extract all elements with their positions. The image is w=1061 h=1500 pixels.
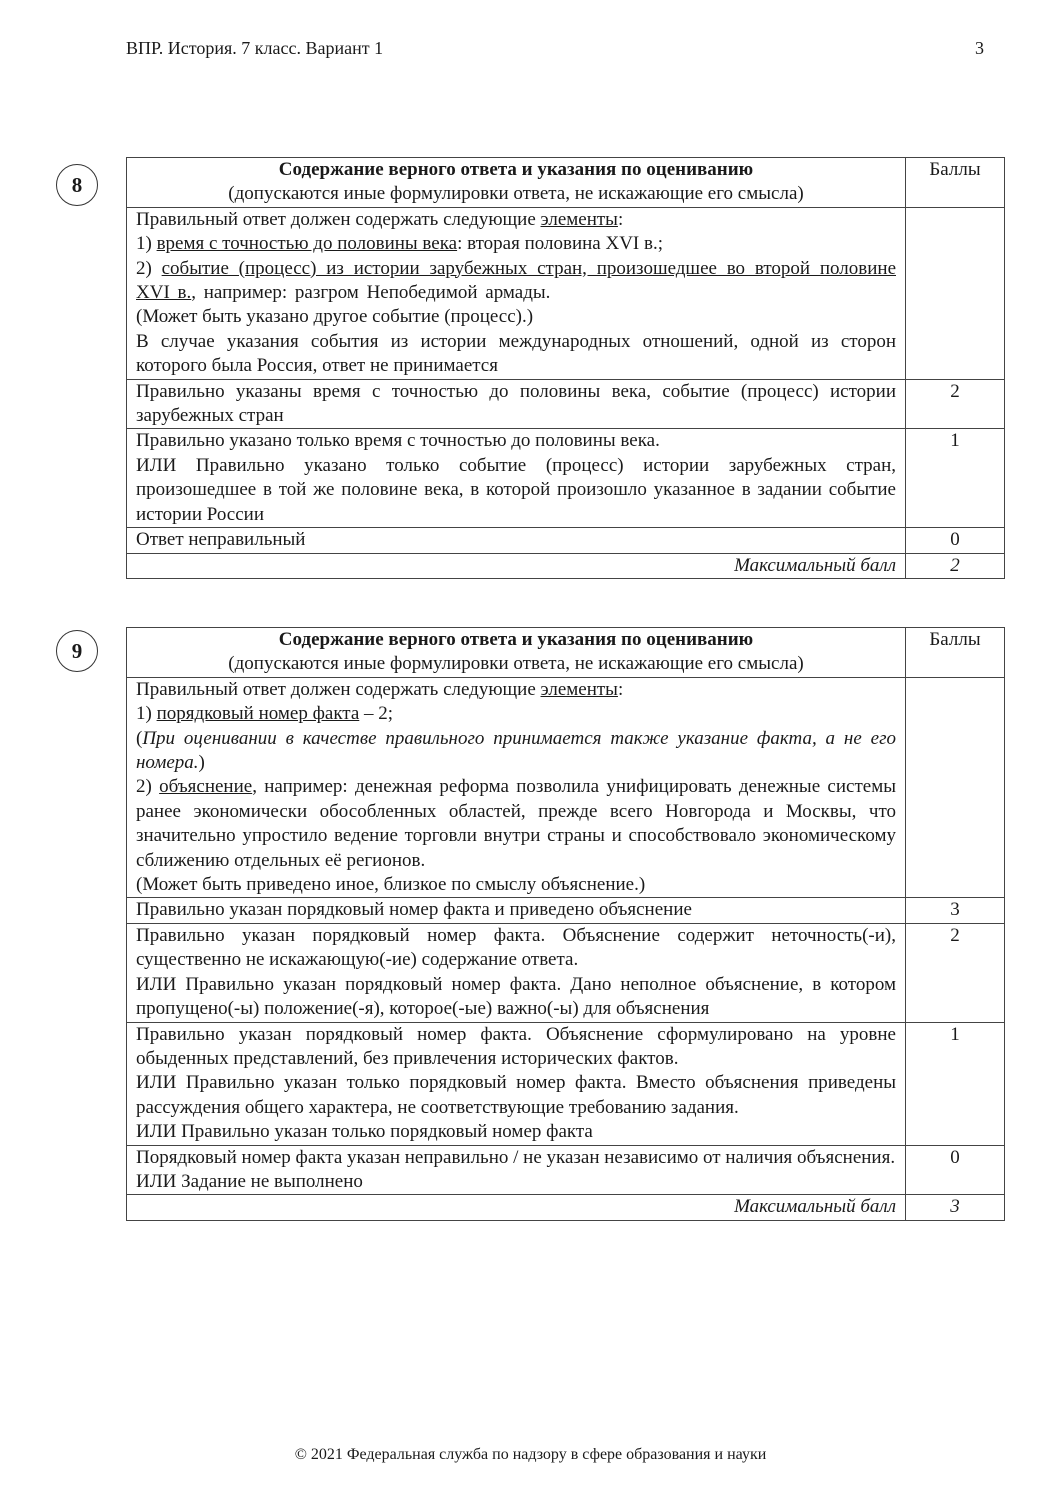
answer-score-empty <box>906 677 1005 898</box>
element-2-label: событие (процесс) из истории зарубежных стран, произошедшее во второй половине XVI в. <box>136 257 896 304</box>
element-1-label: время с точностью до половины века <box>156 233 458 255</box>
page-header-title: ВПР. История. 7 класс. Вариант 1 <box>126 38 384 58</box>
criterion-text <box>127 923 906 1022</box>
table-header-row <box>127 158 1005 208</box>
criterion-text-line: Правильно указано только время с точностью до половины века. <box>136 430 660 452</box>
max-score-label: Максимальный балл <box>127 1195 906 1220</box>
element-2-value: , например: денежная реформа позволила унифицировать денежные системы ранее экономически обособленных областей, прежде всего Новгорода и Москвы, что значительно упростило ведение торговли внутри страны и способствовало экономическому сближению отдельных её регионов. <box>136 776 896 871</box>
table-header-subtitle: (допускаются иные формулировки ответа, не искажающие его смысла) <box>228 653 804 675</box>
table-header-score: Баллы <box>906 628 1005 678</box>
max-score-value: 3 <box>906 1195 1005 1220</box>
table-header-title: Содержание верного ответа и указания по оцениванию <box>278 159 754 180</box>
answer-note-1: (Может быть указано другое событие (процесс).) <box>136 306 534 328</box>
task-8-criteria-table <box>126 157 1005 579</box>
criterion-text-line: Правильно указан порядковый номер факта. Объяснение сформулировано на уровне обыденных представлений, без привлечения исторических фактов. <box>136 1023 896 1069</box>
criterion-score: 2 <box>906 923 1005 1022</box>
element-1-number: 1) <box>136 703 157 725</box>
answer-content <box>127 677 906 898</box>
table-header-row <box>127 628 1005 678</box>
criterion-text <box>127 1145 906 1195</box>
answer-intro: Правильный ответ должен содержать следующие <box>136 678 541 700</box>
criterion-text: Правильно указаны время с точностью до половины века, событие (процесс) истории зарубежных стран <box>127 379 906 429</box>
page-footer-copyright: © 2021 Федеральная служба по надзору в сфере образования и науки <box>294 1446 767 1463</box>
element-1-number: 1) <box>136 233 157 255</box>
table-header-title: Содержание верного ответа и указания по оцениванию <box>278 629 754 650</box>
max-score-row <box>127 553 1005 578</box>
criterion-text <box>127 1022 906 1145</box>
task-8-number: 8 <box>71 172 83 197</box>
answer-score-empty <box>906 207 1005 379</box>
criterion-score: 2 <box>906 379 1005 429</box>
italic-note: При оценивании в качестве правильного принимается также указание факта, а не его номера. <box>136 727 896 774</box>
max-score-row <box>127 1195 1005 1220</box>
element-2-value: , например: разгром Непобедимой армады. <box>191 282 551 304</box>
element-1-value: : вторая половина XVI в.; <box>457 233 664 255</box>
criterion-text: Ответ неправильный <box>127 528 906 553</box>
answer-intro-underlined: элементы <box>540 208 618 230</box>
criterion-row <box>127 1022 1005 1145</box>
criterion-row <box>127 898 1005 923</box>
answer-intro-underlined: элементы <box>540 678 618 700</box>
element-1-value: – 2; <box>359 703 394 725</box>
answer-note-1: (Может быть приведено иное, близкое по смыслу объяснение.) <box>136 874 646 896</box>
max-score-value: 2 <box>906 553 1005 578</box>
answer-content <box>127 207 906 379</box>
criterion-text-line: Правильно указан порядковый номер факта. Объяснение содержит неточность(-и), существенно не искажающую(-ие) содержание ответа. <box>136 924 896 971</box>
criterion-row <box>127 429 1005 528</box>
element-2-label: объяснение <box>159 776 253 798</box>
answer-intro-colon: : <box>617 208 624 230</box>
element-2-number: 2) <box>136 257 162 279</box>
criterion-text-alt: ИЛИ Задание не выполнено <box>136 1170 363 1192</box>
criterion-text-alt: ИЛИ Правильно указан порядковый номер факта. Дано неполное объяснение, в котором пропущено(-ы) положение(-я), которое(-ые) важно(-ы) для объяснения <box>136 973 896 1020</box>
criterion-row <box>127 379 1005 429</box>
criterion-text <box>127 429 906 528</box>
italic-note-close: ) <box>198 752 205 774</box>
criterion-text-alt: ИЛИ Правильно указано только событие (процесс) истории зарубежных стран, произошедшее в той же половине века, в которой произошло указанное в задании событие истории России <box>136 454 896 525</box>
table-header-content <box>127 158 906 208</box>
criterion-text-alt: ИЛИ Правильно указан только порядковый номер факта. Вместо объяснения приведены рассуждения общего характера, не соответствующие требованию задания. <box>136 1072 896 1118</box>
element-2-number: 2) <box>136 776 160 798</box>
task-9-number-badge <box>56 630 98 672</box>
answer-intro: Правильный ответ должен содержать следующие <box>136 208 541 230</box>
table-header-content <box>127 628 906 678</box>
page-number: 3 <box>975 38 984 58</box>
answer-intro-colon: : <box>617 678 624 700</box>
table-header-subtitle: (допускаются иные формулировки ответа, не искажающие его смысла) <box>228 183 804 205</box>
max-score-label: Максимальный балл <box>127 553 906 578</box>
answer-row <box>127 207 1005 379</box>
criterion-row <box>127 528 1005 553</box>
criterion-text-line: Порядковый номер факта указан неправильно / не указан независимо от наличия объяснения. <box>136 1146 896 1168</box>
criterion-text-alt-2: ИЛИ Правильно указан только порядковый номер факта <box>136 1121 593 1143</box>
criterion-row <box>127 1145 1005 1195</box>
element-1-label: порядковый номер факта <box>156 703 360 725</box>
italic-note-open: ( <box>136 727 143 749</box>
task-9-number: 9 <box>71 638 83 663</box>
answer-row <box>127 677 1005 898</box>
criterion-text: Правильно указан порядковый номер факта и приведено объяснение <box>127 898 906 923</box>
criterion-score: 1 <box>906 1022 1005 1145</box>
task-9-criteria-table <box>126 627 1005 1221</box>
criterion-score: 1 <box>906 429 1005 528</box>
criterion-score: 0 <box>906 528 1005 553</box>
task-8-number-badge <box>56 164 98 206</box>
table-header-score: Баллы <box>906 158 1005 208</box>
criterion-score: 0 <box>906 1145 1005 1195</box>
answer-note-2: В случае указания события из истории международных отношений, одной из сторон которого была Россия, ответ не принимается <box>136 330 896 377</box>
criterion-row <box>127 923 1005 1022</box>
criterion-score: 3 <box>906 898 1005 923</box>
